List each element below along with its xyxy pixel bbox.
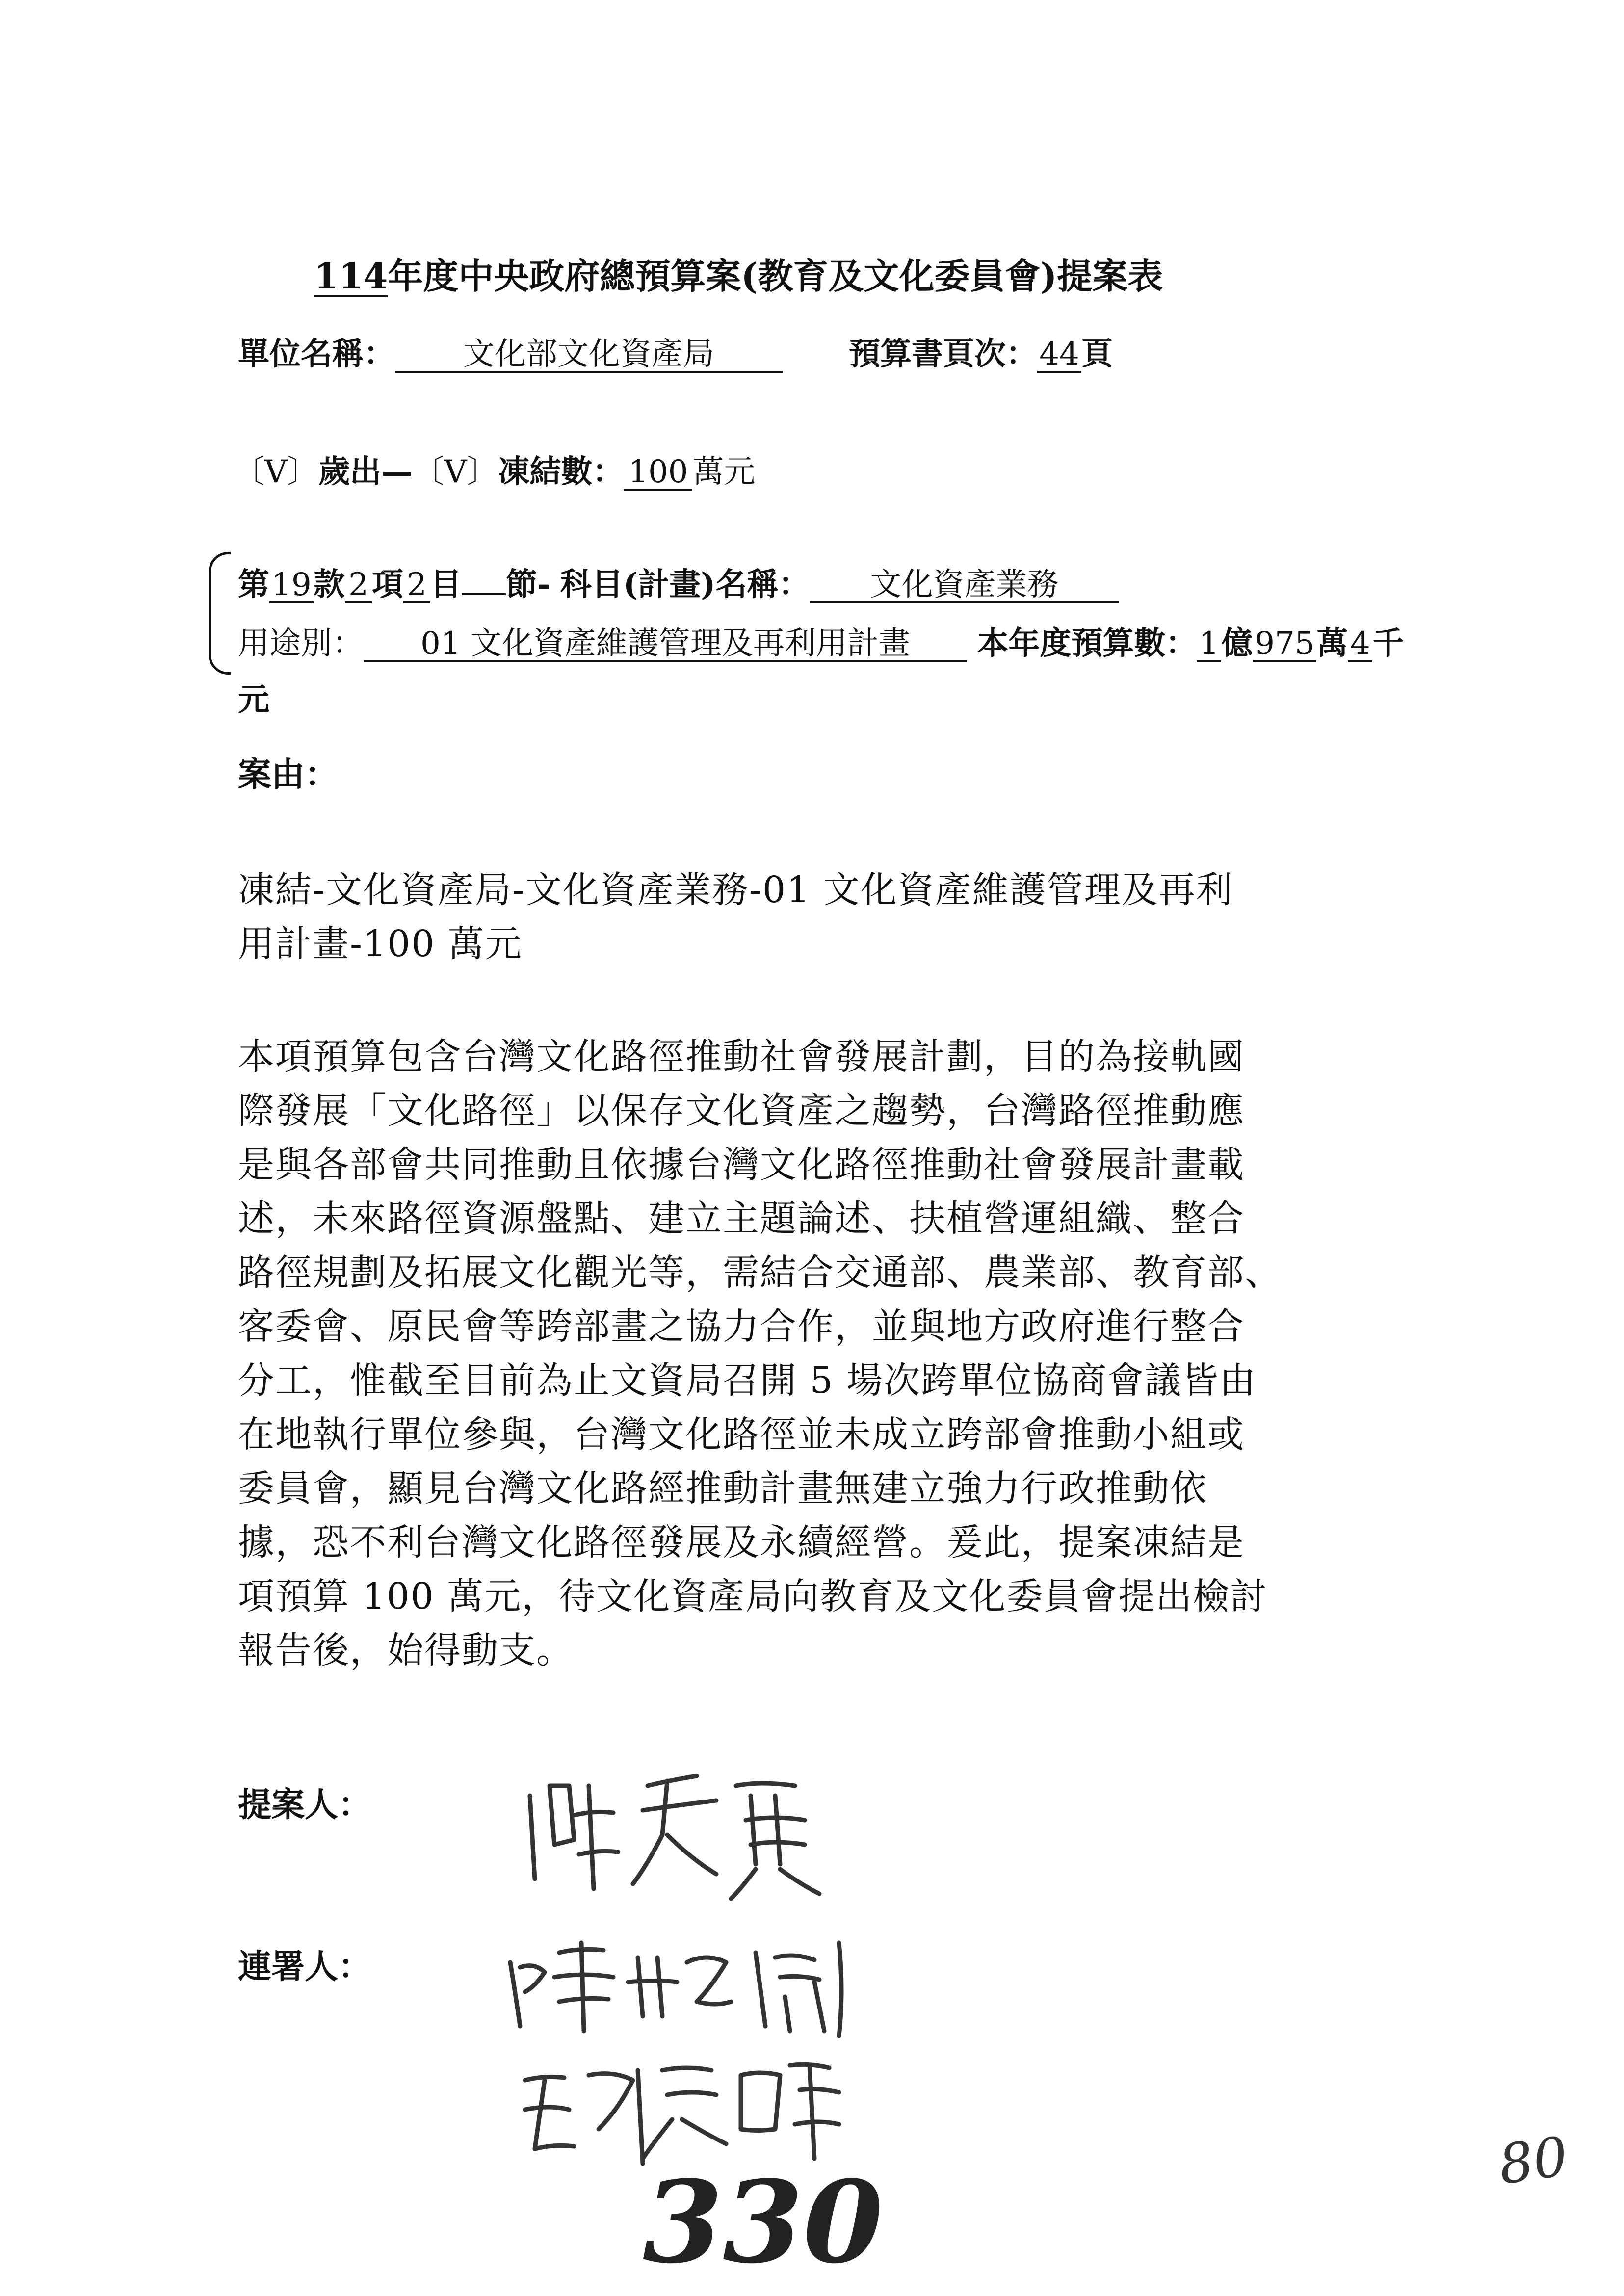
account-mu: 2 [403, 569, 430, 603]
freeze-label: 凍結數： [498, 453, 624, 490]
document-title [314, 248, 1163, 299]
budget-page-line [849, 329, 1113, 374]
reason-body-line: 本項預算包含台灣文化路徑推動社會發展計劃，目的為接軌國 [238, 1036, 1245, 1078]
handwritten-number [638, 2156, 893, 2289]
budget-amount-label: 本年度預算數： [977, 625, 1197, 662]
account-bracket [209, 552, 231, 675]
usage-value: 01 文化資產維護管理及再利用計畫 [364, 627, 967, 662]
reason-body-line: 分工，惟截至目前為止文資局召開 5 場次跨單位協商會議皆由 [238, 1359, 1257, 1402]
reason-body-line: 項預算 100 萬元，待文化資產局向教育及文化委員會提出檢討 [238, 1575, 1268, 1618]
reason-body-line: 據，恐不利台灣文化路徑發展及永續經營。爰此，提案凍結是 [238, 1521, 1245, 1564]
budget-qian: 4 [1348, 627, 1372, 662]
account-jie [462, 593, 506, 595]
account-jie-label: 節- [506, 566, 550, 603]
account-kuan-label: 款 [314, 566, 345, 603]
handwritten-number-text: 330 [643, 2156, 883, 2289]
cosigner-signature-1 [500, 1933, 854, 2041]
expenditure-label: 歲出— [318, 453, 413, 490]
reason-summary-line: 凍結-文化資產局-文化資產業務-01 文化資產維護管理及再利 [238, 869, 1233, 911]
budget-wan: 975 [1253, 627, 1316, 662]
account-mu-label: 目 [430, 566, 462, 603]
budget-yi: 1 [1197, 627, 1221, 662]
budget-qian-label: 千 [1372, 625, 1404, 662]
check-freeze: 〔V〕 [413, 454, 498, 490]
account-name-label: 科目(計畫)名稱： [560, 566, 810, 603]
proposer-signature [520, 1766, 834, 1904]
budget-yi-label: 億 [1221, 625, 1253, 662]
cosigner-signature-2 [515, 2051, 849, 2168]
budget-wan-label: 萬 [1316, 625, 1348, 662]
budget-tail: 元 [238, 681, 269, 718]
usage-label: 用途別： [238, 626, 364, 662]
reason-body-line: 委員會，顯見台灣文化路經推動計畫無建立強力行政推動依 [238, 1467, 1207, 1510]
check-expenditure: 〔V〕 [233, 454, 319, 490]
type-line [233, 446, 755, 492]
title-year: 114 [314, 255, 388, 297]
freeze-unit: 萬元 [692, 454, 756, 490]
account-kuan: 19 [269, 569, 314, 603]
unit-label: 單位名稱： [238, 336, 395, 372]
reason-body-line: 述，未來路徑資源盤點、建立主題論述、扶植營運組織、整合 [238, 1198, 1245, 1240]
budget-page-suffix: 頁 [1081, 336, 1113, 372]
unit-value: 文化部文化資產局 [395, 338, 783, 373]
usage-line [238, 618, 1404, 663]
account-xiang-label: 項 [372, 566, 403, 603]
title-text: 年度中央政府總預算案(教育及文化委員會)提案表 [388, 255, 1163, 297]
account-line [238, 559, 1119, 604]
account-name-value: 文化資產業務 [810, 569, 1119, 603]
cosigner-label: 連署人： [238, 1947, 372, 1986]
handwritten-page-mark: 80 [1494, 2124, 1572, 2197]
reason-label: 案由： [238, 755, 339, 794]
reason-body-line: 在地執行單位參與，台灣文化路徑並未成立跨部會推動小組或 [238, 1413, 1245, 1456]
proposer-label: 提案人： [238, 1785, 372, 1825]
budget-page-value: 44 [1037, 338, 1081, 373]
freeze-amount: 100 [624, 456, 692, 491]
account-xiang: 2 [345, 569, 372, 603]
account-prefix: 第 [238, 566, 269, 603]
reason-body-line: 路徑規劃及拓展文化觀光等，需結合交通部、農業部、教育部、 [238, 1252, 1282, 1294]
unit-line [238, 329, 783, 374]
reason-body-line: 際發展「文化路徑」以保存文化資產之趨勢，台灣路徑推動應 [238, 1090, 1245, 1132]
reason-body-line: 是與各部會共同推動且依據台灣文化路徑推動社會發展計畫載 [238, 1144, 1245, 1186]
reason-body-line: 客委會、原民會等跨部畫之協力合作，並與地方政府進行整合 [238, 1305, 1245, 1348]
reason-summary-line: 用計畫-100 萬元 [238, 923, 523, 965]
reason-body-line: 報告後，始得動支。 [238, 1629, 574, 1671]
budget-page-label: 預算書頁次： [849, 336, 1037, 372]
